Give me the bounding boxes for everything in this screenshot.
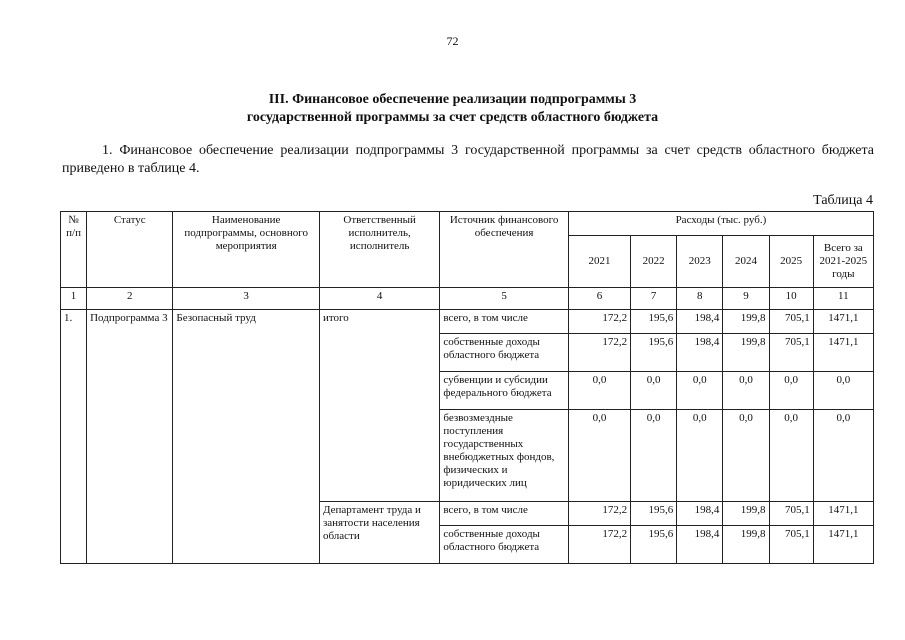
value-cell: 0,0 [568,372,630,410]
value-cell: 198,4 [677,310,723,334]
header-year-2023: 2023 [677,236,723,288]
column-number: 7 [631,288,677,310]
header-executor: Ответственный исполнитель, исполнитель [319,212,439,288]
value-cell: 0,0 [813,410,873,502]
value-cell: 705,1 [769,502,813,526]
page-number: 72 [446,34,459,48]
column-number: 10 [769,288,813,310]
column-number: 4 [319,288,439,310]
value-cell: 199,8 [723,310,769,334]
value-cell: 172,2 [568,502,630,526]
header-num: № п/п [61,212,87,288]
header-name: Наименование подпрограммы, основного мероприятия [173,212,320,288]
table-row [61,310,874,334]
heading-line-1: III. Финансовое обеспечение реализации подпрограммы 3 [268,92,637,107]
row-num: 1. [61,310,87,564]
value-cell: 0,0 [677,372,723,410]
section-heading [0,91,905,127]
row-executor: Департамент труда и занятости населения области [319,502,439,564]
value-cell: 1471,1 [813,502,873,526]
value-cell: 0,0 [723,372,769,410]
row-status: Подпрограмма 3 [87,310,173,564]
header-year-2024: 2024 [723,236,769,288]
value-cell: 195,6 [631,310,677,334]
value-cell: 195,6 [631,526,677,564]
column-number: 1 [61,288,87,310]
value-cell: 199,8 [723,502,769,526]
header-status: Статус [87,212,173,288]
value-cell: 0,0 [631,410,677,502]
value-cell: 0,0 [769,410,813,502]
row-source: всего, в том числе [440,502,568,526]
header-year-2021: 2021 [568,236,630,288]
value-cell: 0,0 [677,410,723,502]
table-caption: Таблица 4 [813,193,873,208]
value-cell: 195,6 [631,334,677,372]
row-source: безвозмездные поступления государственных внебюджетных фондов, физических и юридических лиц [440,410,568,502]
value-cell: 172,2 [568,310,630,334]
column-number: 9 [723,288,769,310]
value-cell: 705,1 [769,334,813,372]
row-source: собственные доходы областного бюджета [440,526,568,564]
row-source: всего, в том числе [440,310,568,334]
header-source: Источник финансового обеспечения [440,212,568,288]
value-cell: 172,2 [568,334,630,372]
header-expenses: Расходы (тыс. руб.) [568,212,873,236]
value-cell: 0,0 [813,372,873,410]
value-cell: 199,8 [723,334,769,372]
value-cell: 705,1 [769,526,813,564]
row-name: Безопасный труд [173,310,320,564]
value-cell: 1471,1 [813,334,873,372]
header-year-2022: 2022 [631,236,677,288]
finance-table [60,211,874,564]
column-number: 5 [440,288,568,310]
value-cell: 1471,1 [813,310,873,334]
column-number: 11 [813,288,873,310]
value-cell: 199,8 [723,526,769,564]
column-number: 6 [568,288,630,310]
value-cell: 198,4 [677,334,723,372]
column-number: 2 [87,288,173,310]
value-cell: 705,1 [769,310,813,334]
column-number: 3 [173,288,320,310]
header-year-2025: 2025 [769,236,813,288]
heading-line-2: государственной программы за счет средств областного бюджета [246,110,659,125]
value-cell: 198,4 [677,502,723,526]
value-cell: 195,6 [631,502,677,526]
value-cell: 198,4 [677,526,723,564]
value-cell: 0,0 [723,410,769,502]
row-source: собственные доходы областного бюджета [440,334,568,372]
column-number: 8 [677,288,723,310]
value-cell: 0,0 [631,372,677,410]
value-cell: 1471,1 [813,526,873,564]
row-source: субвенции и субсидии федерального бюджета [440,372,568,410]
header-year-total: Всего за 2021-2025 годы [813,236,873,288]
intro-paragraph: 1. Финансовое обеспечение реализации подпрограммы 3 государственной программы за счет средств областного бюджета приведено в таблице 4. [62,143,874,176]
value-cell: 0,0 [769,372,813,410]
value-cell: 0,0 [568,410,630,502]
value-cell: 172,2 [568,526,630,564]
row-executor: итого [319,310,439,502]
